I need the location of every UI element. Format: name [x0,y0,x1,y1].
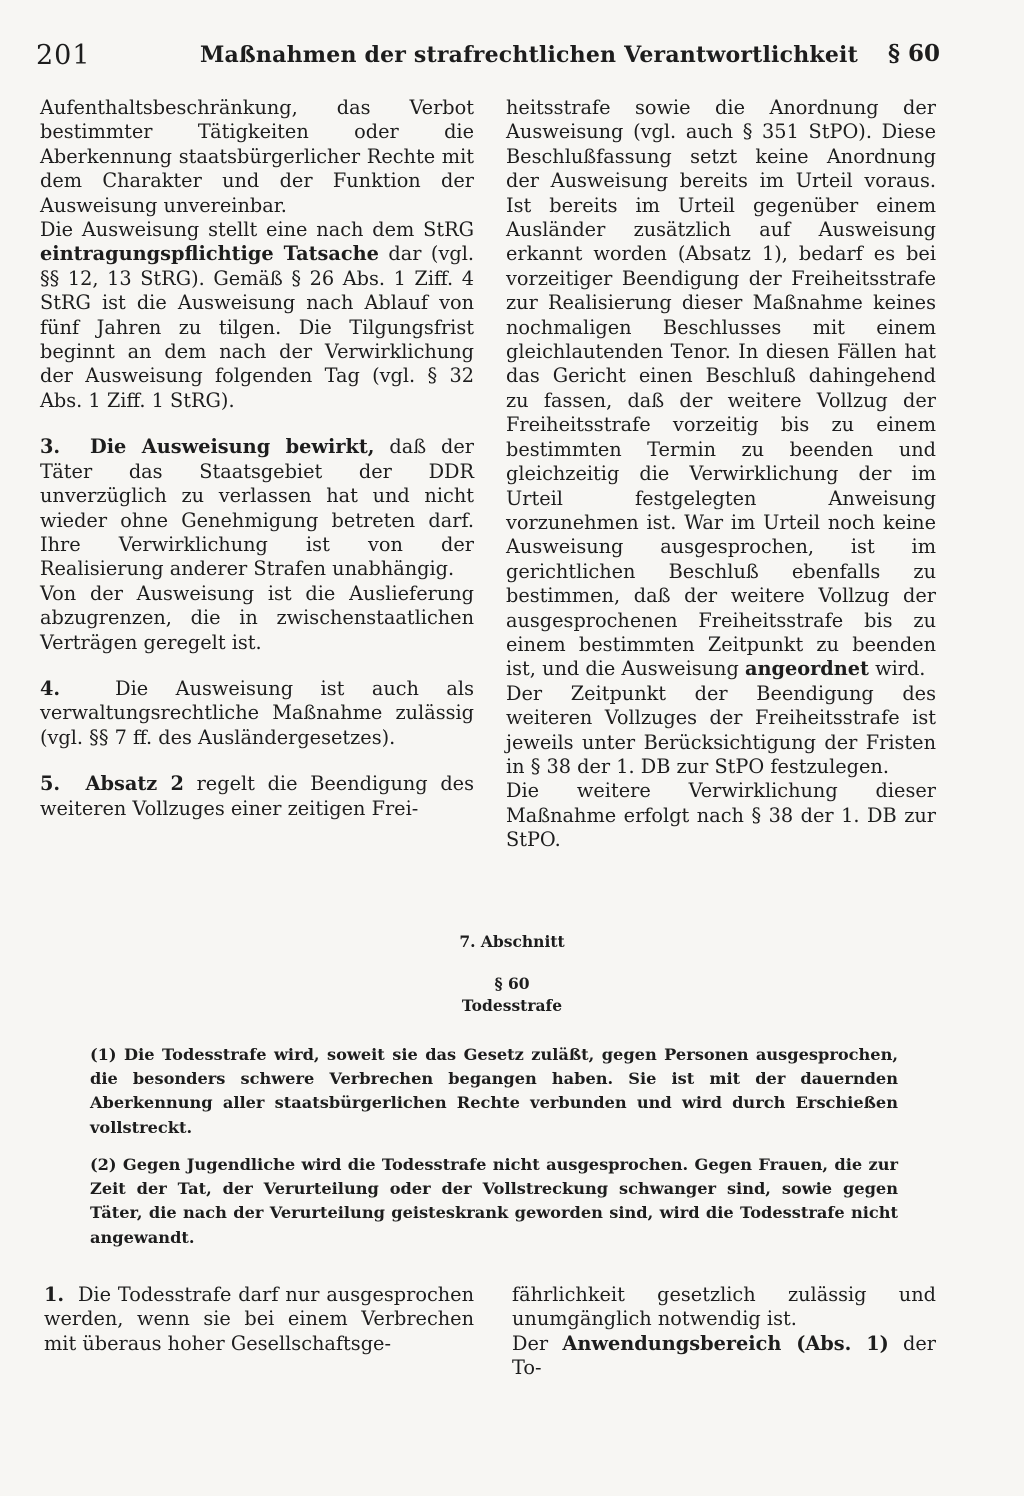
right-column [506,96,936,853]
bold-term: eintragungspflichtige Tatsache [40,242,379,266]
paragraph-intro: Aufenthaltsbeschränkung, das Verbot bestimmter Tätigkeiten oder die Aberkennung staatsbürgerlicher Rechte mit dem Charakter und der Funktion der Ausweisung unvereinbar. [40,96,474,217]
bold-term: Die Ausweisung bewirkt, [89,435,375,459]
text: Der [512,1331,549,1355]
text: daß der Täter das Staatsgebiet der DDR unverzüglich zu verlassen hat und nicht wieder ohne Genehmigung betreten darf. Ihre Verwirklichung ist von der Realisierung anderer Strafen unabhängig. [40,435,475,581]
law-paragraph: (2) Gegen Jugendliche wird die Todesstrafe nicht ausgesprochen. Gegen Frauen, die zur Zeit der Tat, der Verurteilung oder der Vollstreckung schwanger sind, sowie gegen Täter, die nach der Verurteilung geisteskrank geworden sind, wird die Todesstrafe nicht angewandt. [90,1155,898,1247]
paragraph-auslieferung: Von der Ausweisung ist die Auslieferung abzugrenzen, die in zwischenstaatlichen Verträgen geregelt ist. [40,581,474,654]
text: heitsstrafe sowie die Anordnung der Ausweisung (vgl. auch § 351 StPO). Diese Beschlußfassung setzt keine Anordnung der Ausweisung bereits im Urteil voraus. Ist bereits im Urteil gegenüber einem Ausländer zusätzlich auf Ausweisung erkannt worden (Absatz 1), bedarf es bei vorzeitiger Beendigung der Freiheitsstrafe zur Realisierung dieser Maßnahme keines nochmaligen Beschlusses mit einem gleichlautenden Tenor. In diesen Fällen hat das Gericht einen Beschluß dahingehend zu fassen, daß der weitere Vollzug der Freiheitsstrafe vorzeitig bis zu einem bestimmten Termin zu beenden und gleichzeitig die Verwirklichung der im Urteil festgelegten Anweisung vorzunehmen ist. War im Urteil noch keine Ausweisung ausgesprochen, ist im gerichtlichen Beschluß ebenfalls zu bestimmen, daß der weitere Vollzug der ausgesprochenen Freiheitsstrafe bis zu einem bestimmten Zeitpunkt zu beenden ist, und die Ausweisung [506,96,936,681]
law-text-absatz-1 [90,1043,898,1140]
paragraph-continuation: fährlichkeit gesetzlich zulässig und unumgänglich notwendig ist. [512,1283,936,1331]
paragraph-weitere: Die weitere Verwirklichung dieser Maßnahme erfolgt nach § 38 der 1. DB zur StPO. [506,779,936,852]
text: wird. [875,657,926,681]
text: dar (vgl. §§ 12, 13 StRG). Gemäß § 26 Abs. 1 Ziff. 4 StRG ist die Ausweisung nach Ablauf von fünf Jahren zu tilgen. Die Tilgungsfrist beginnt an dem nach der Verwirklichung der Ausweisung folgenden Tag (vgl. § 32 Abs. 1 Ziff. 1 StRG). [40,242,474,412]
paragraph-continuation [506,96,936,682]
commentary-right-column [512,1283,936,1381]
text: Die Ausweisung ist auch als verwaltungsrechtliche Maßnahme zulässig (vgl. §§ 7 ff. des Ausländergesetzes). [40,676,474,749]
section-heading: 7. Abschnitt [459,932,565,951]
paragraph-number: § 60 [494,974,530,993]
text: regelt die Beendigung des weiteren Vollzuges einer zeitigen Frei- [40,772,474,820]
page-number: 201 [36,40,91,71]
law-paragraph: (1) Die Todesstrafe wird, soweit sie das Gesetz zuläßt, gegen Personen ausgesprochen, die besonders schwere Verbrechen begangen haben. Sie ist mit der dauernden Aberkennung aller staatsbürgerlichen Rechte verbunden und wird durch Erschießen vollstreckt. [90,1045,898,1137]
paragraph-anwendungsbereich [512,1332,936,1381]
bold-term: Absatz 2 [85,772,184,796]
text: Die Ausweisung stellt eine nach dem StRG [40,218,474,242]
note-number: 1. [44,1283,65,1306]
note-4 [40,677,474,750]
note-number: 3. [40,435,61,459]
text: Die Todesstrafe darf nur ausgesprochen werden, wenn sie bei einem Verbrechen mit überaus hoher Gesellschaftsge- [44,1283,474,1355]
bold-term: angeordnet [744,657,869,681]
note-1 [44,1283,474,1356]
text: der To- [512,1331,936,1380]
left-column [40,96,474,821]
section-reference: § 60 [887,40,940,67]
law-text-absatz-2 [90,1153,898,1250]
note-number: 4. [40,676,61,700]
bold-term: Anwendungsbereich (Abs. 1) [562,1331,889,1355]
running-title: Maßnahmen der strafrechtlichen Verantwortlichkeit [200,42,858,68]
paragraph-zeitpunkt: Der Zeitpunkt der Beendigung des weiteren Vollzuges der Freiheitsstrafe ist jeweils unter Berücksichtigung der Fristen in § 38 der 1. DB zur StPO festzulegen. [506,681,936,778]
commentary-left-column [44,1283,474,1356]
note-5 [40,772,474,821]
running-header [36,40,940,76]
note-number: 5. [40,772,61,796]
paragraph-tilgung [40,218,474,413]
paragraph-title: Todesstrafe [461,996,563,1015]
note-3 [40,435,474,581]
